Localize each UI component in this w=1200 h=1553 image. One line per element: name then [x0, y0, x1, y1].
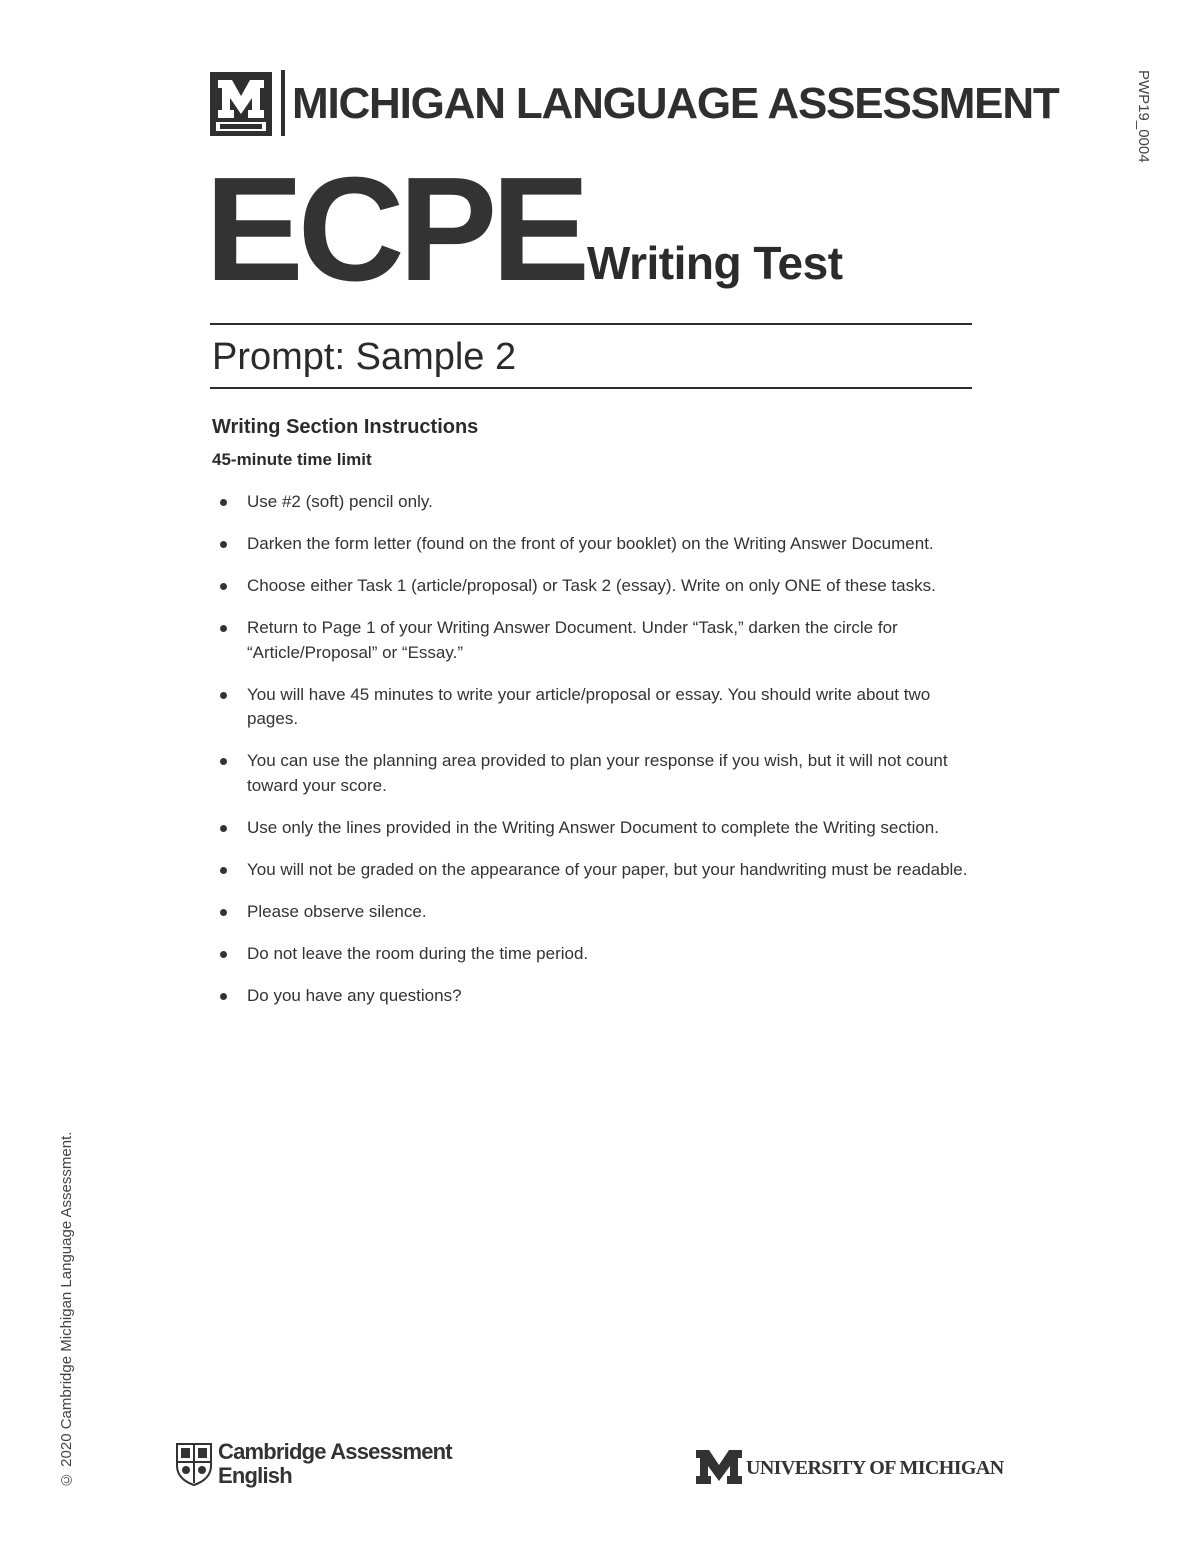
organization-name: MICHIGAN LANGUAGE ASSESSMENT	[292, 79, 1059, 128]
bullet-icon	[220, 625, 227, 632]
document-code: PWP19_0004	[1135, 70, 1152, 163]
bullet-icon	[220, 758, 227, 765]
time-limit: 45-minute time limit	[212, 450, 372, 469]
university-wordmark: UNIVERSITY OF MICHIGAN	[746, 1457, 1004, 1479]
prompt-title: Prompt: Sample 2	[212, 336, 517, 378]
bullet-icon	[220, 499, 227, 506]
cambridge-crest-icon	[175, 1442, 213, 1486]
instruction-item: Use #2 (soft) pencil only.	[218, 490, 978, 515]
instruction-item: Choose either Task 1 (article/proposal) or Task 2 (essay). Write on only ONE of these tasks.	[218, 574, 978, 599]
instructions-list	[218, 490, 978, 1026]
bullet-icon	[220, 583, 227, 590]
instruction-item: Use only the lines provided in the Writing Answer Document to complete the Writing section.	[218, 816, 978, 841]
divider-bottom	[210, 387, 972, 389]
logo-divider	[281, 70, 285, 136]
cambridge-wordmark: Cambridge Assessment English	[218, 1439, 452, 1488]
instruction-item: Do not leave the room during the time period.	[218, 942, 978, 967]
divider-top	[210, 323, 972, 325]
block-m-logo-icon	[210, 72, 272, 136]
instruction-item: Darken the form letter (found on the front of your booklet) on the Writing Answer Document.	[218, 532, 978, 557]
bullet-icon	[220, 825, 227, 832]
instruction-item: You will have 45 minutes to write your article/proposal or essay. You should write about two pages.	[218, 683, 978, 732]
bullet-icon	[220, 867, 227, 874]
exam-title: ECPE	[205, 147, 585, 312]
bullet-icon	[220, 909, 227, 916]
university-of-michigan-logo	[696, 1450, 1016, 1486]
bullet-icon	[220, 951, 227, 958]
cambridge-logo	[175, 1440, 455, 1490]
instruction-item: Do you have any questions?	[218, 984, 978, 1009]
exam-subtitle: Writing Test	[587, 237, 843, 289]
block-m-icon	[696, 1450, 742, 1484]
instruction-item: You can use the planning area provided to plan your response if you wish, but it will not count toward your score.	[218, 749, 978, 798]
bullet-icon	[220, 993, 227, 1000]
instruction-item: Return to Page 1 of your Writing Answer Document. Under “Task,” darken the circle for “Article/Proposal” or “Essay.”	[218, 616, 978, 665]
instruction-item: You will not be graded on the appearance of your paper, but your handwriting must be readable.	[218, 858, 978, 883]
section-heading: Writing Section Instructions	[212, 416, 479, 438]
bullet-icon	[220, 692, 227, 699]
instruction-item: Please observe silence.	[218, 900, 978, 925]
copyright-notice: © 2020 Cambridge Michigan Language Assessment.	[58, 1131, 75, 1488]
bullet-icon	[220, 541, 227, 548]
